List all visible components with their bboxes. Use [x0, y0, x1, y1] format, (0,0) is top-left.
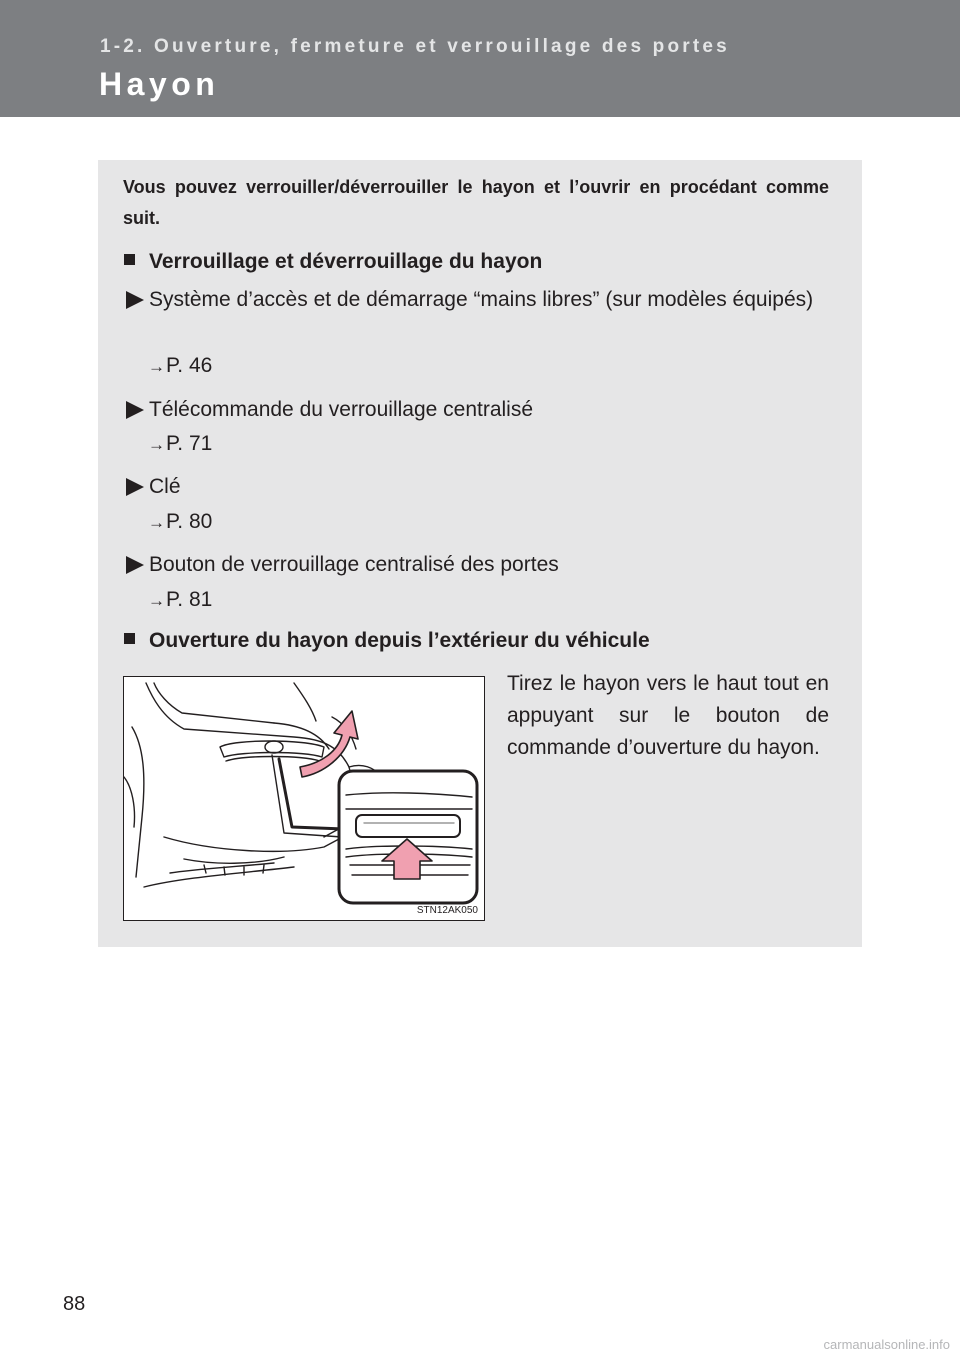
triangle-bullet-icon [126, 478, 144, 496]
page-title: Hayon [99, 66, 220, 102]
tailgate-illustration [123, 676, 485, 921]
lock-section-heading [124, 250, 542, 274]
list-item-label: Télécommande du verrouillage centralisé [149, 398, 534, 421]
page-reference[interactable] [148, 588, 212, 612]
intro-text: Vous pouvez verrouiller/déverrouiller le hayon et l’ouvrir en procédant comme suit. [123, 177, 829, 228]
list-item [126, 471, 830, 503]
page-header [0, 0, 960, 117]
right-arrow-icon: → [148, 435, 165, 454]
watermark: carmanualsonline.info [823, 1337, 950, 1352]
instruction-text: Tirez le hayon vers le haut tout en appuyant sur le bouton de commande d’ouverture du hayon. [507, 672, 829, 759]
lock-section-heading-label: Verrouillage et déverrouillage du hayon [149, 250, 543, 273]
open-section-heading-label: Ouverture du hayon depuis l’extérieur du véhicule [149, 629, 650, 652]
list-item-label: Bouton de verrouillage centralisé des portes [149, 553, 559, 576]
section-label: 1-2. Ouverture, fermeture et verrouillage des portes [100, 36, 730, 57]
list-item [126, 284, 830, 316]
right-arrow-icon: → [148, 357, 165, 376]
page-reference-label: P. 46 [166, 354, 213, 377]
page-reference[interactable] [148, 354, 212, 378]
page-reference[interactable] [148, 510, 212, 534]
list-item-label: Clé [149, 475, 181, 498]
figure-code: STN12AK050 [416, 905, 478, 916]
triangle-bullet-icon [126, 401, 144, 419]
square-bullet-icon [124, 254, 135, 265]
right-arrow-icon: → [148, 513, 165, 532]
list-item [126, 549, 830, 581]
page-reference[interactable] [148, 432, 212, 456]
page-number: 88 [63, 1293, 86, 1315]
triangle-bullet-icon [126, 556, 144, 574]
square-bullet-icon [124, 633, 135, 644]
list-item-label: Système d’accès et de démarrage “mains libres” (sur modèles équipés) [149, 288, 814, 311]
page-reference-label: P. 81 [166, 588, 213, 611]
open-section-heading [124, 629, 650, 653]
triangle-bullet-icon [126, 291, 144, 309]
tailgate-drawing [124, 677, 485, 921]
right-arrow-icon: → [148, 591, 165, 610]
list-item [126, 394, 830, 426]
page-reference-label: P. 80 [166, 510, 213, 533]
page-reference-label: P. 71 [166, 432, 213, 455]
